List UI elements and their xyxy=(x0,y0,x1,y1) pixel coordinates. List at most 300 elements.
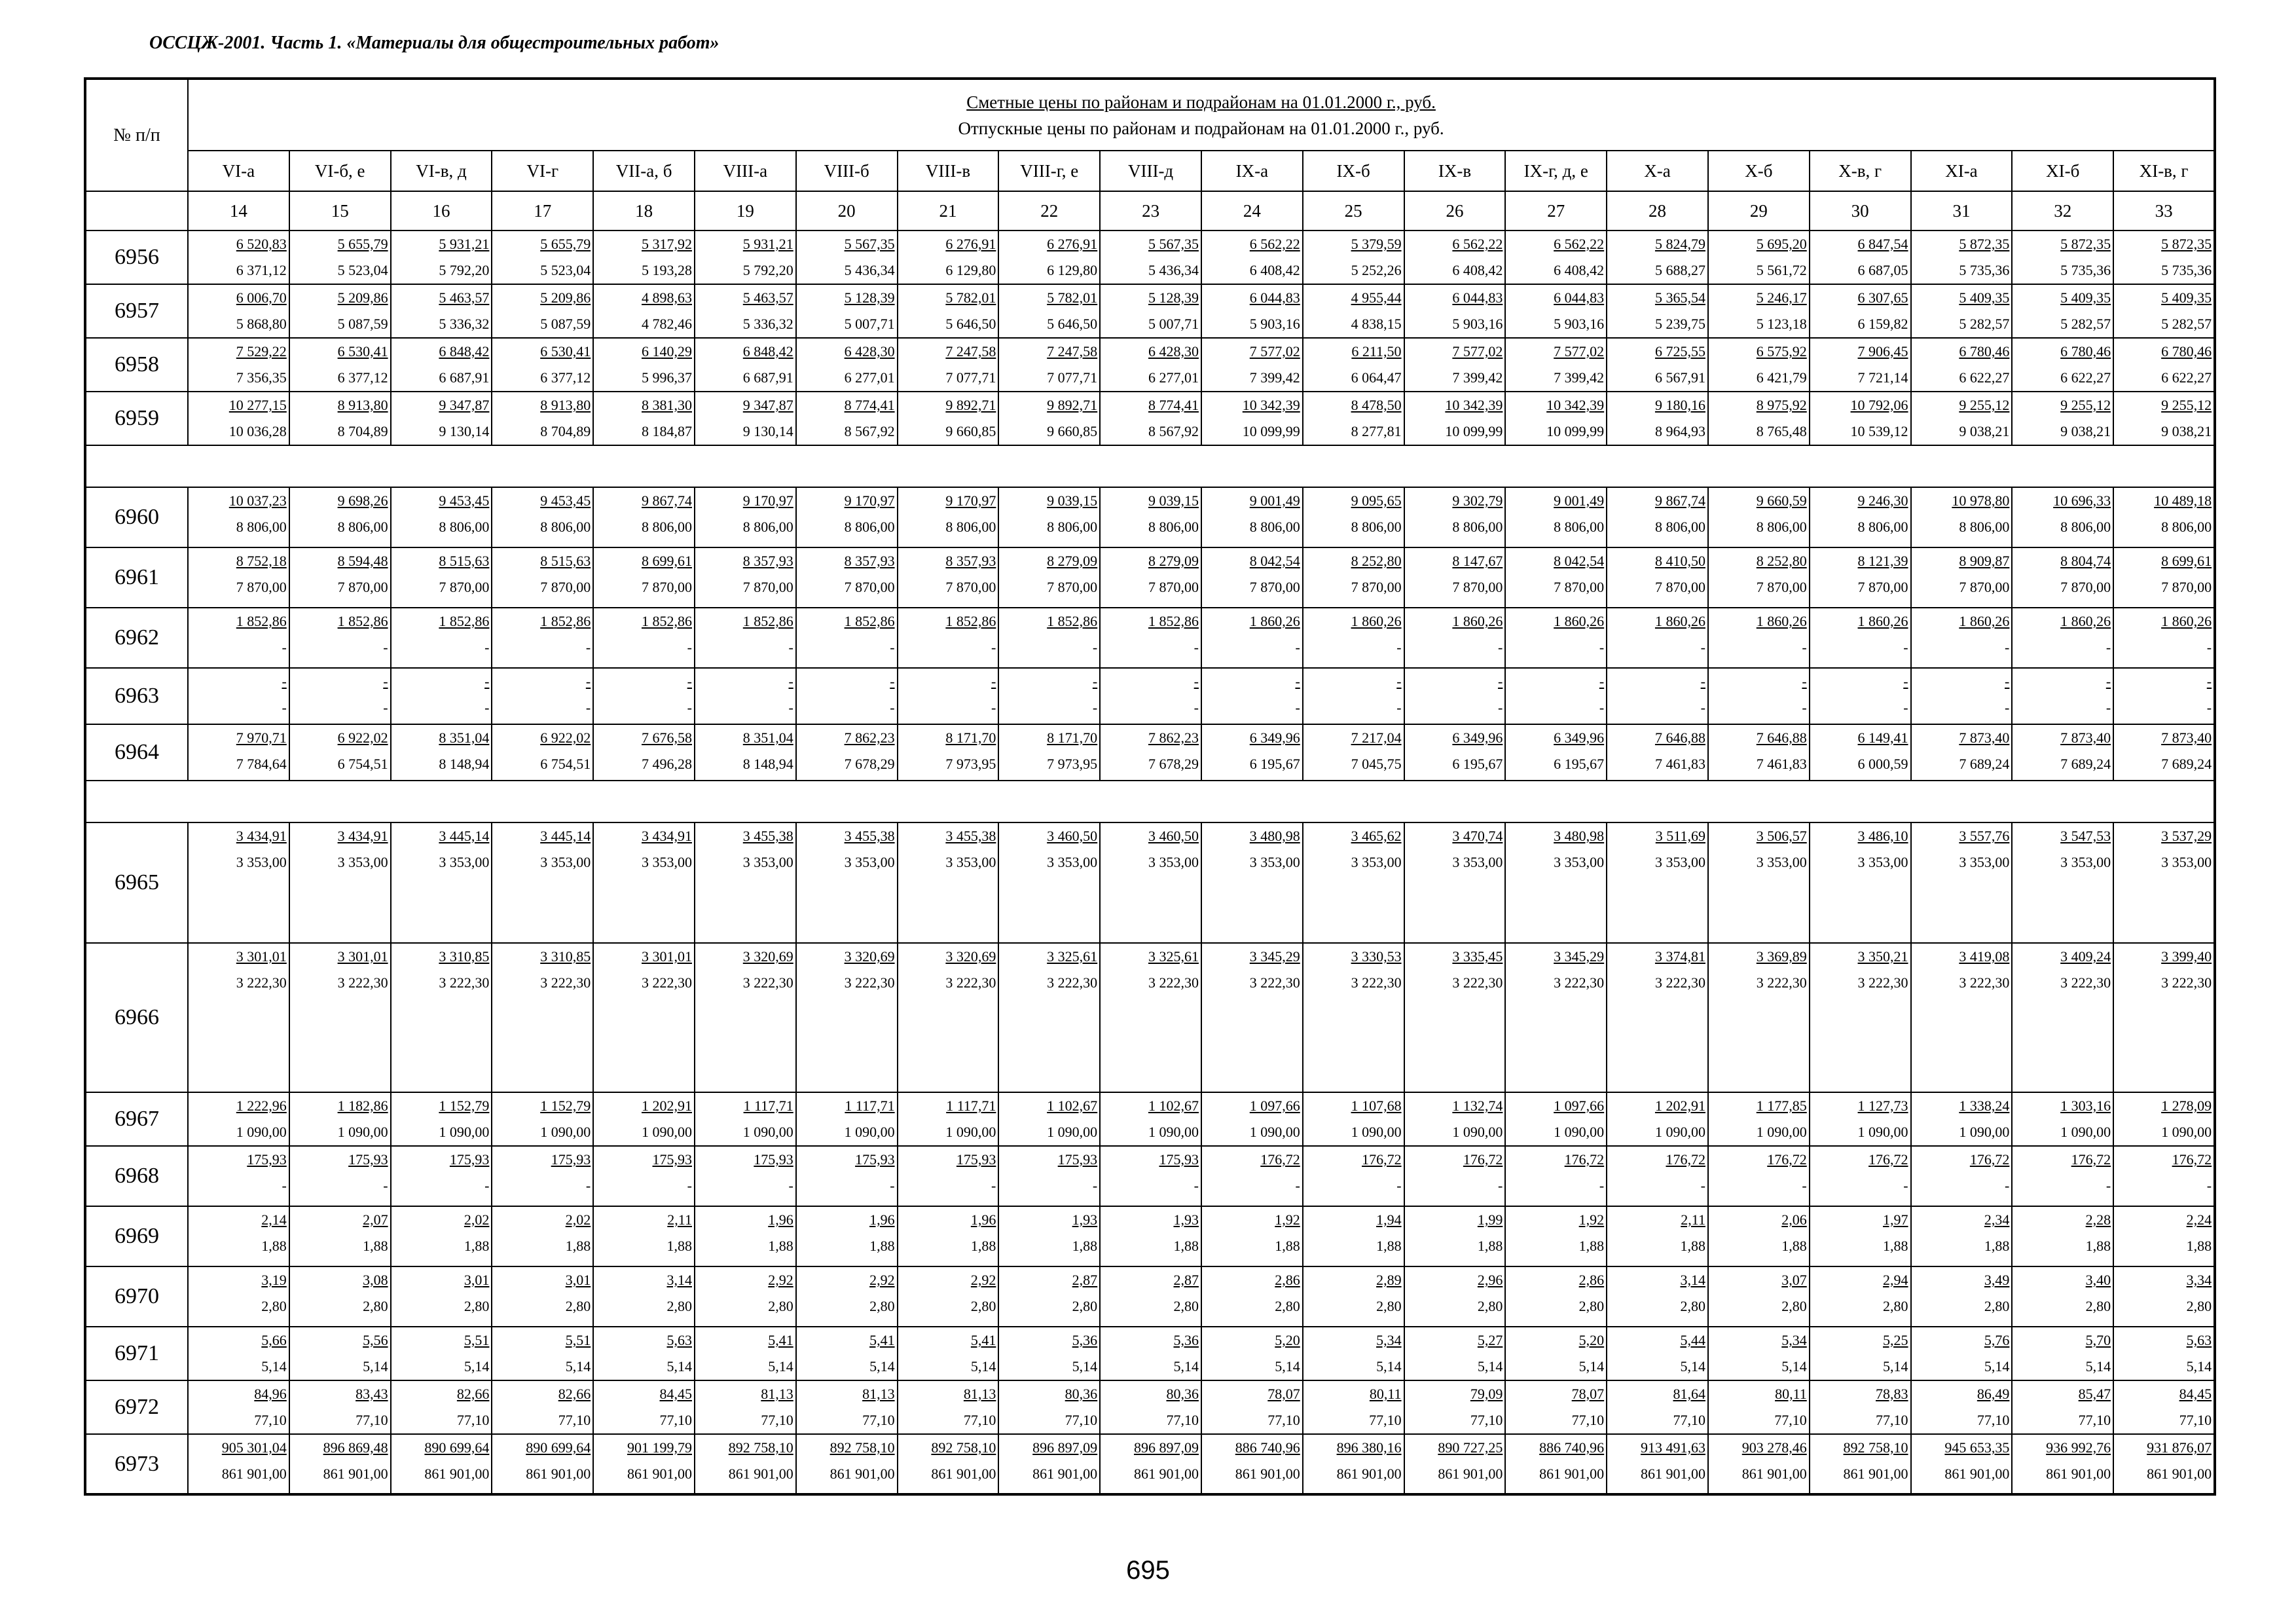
price-cell xyxy=(1505,284,1607,338)
price-cell xyxy=(492,392,593,445)
release-price: 5,14 xyxy=(1883,1358,1908,1375)
estimated-price: 3,01 xyxy=(464,1272,490,1288)
release-price: 861 901,00 xyxy=(1133,1466,1199,1482)
price-cell xyxy=(391,487,492,547)
price-cell xyxy=(1810,338,1911,392)
price-cell xyxy=(695,1266,796,1327)
price-cell xyxy=(188,1266,289,1327)
estimated-price: 10 277,15 xyxy=(228,397,287,413)
estimated-price: 3,19 xyxy=(261,1272,287,1288)
estimated-price: 8 913,80 xyxy=(540,397,591,413)
estimated-price: 8 171,70 xyxy=(1047,729,1098,746)
estimated-price: 945 653,35 xyxy=(1944,1439,2010,1456)
estimated-price: 5 209,86 xyxy=(540,289,591,306)
release-price: 77,10 xyxy=(1267,1412,1300,1428)
release-price: - xyxy=(2206,699,2212,716)
estimated-price: 3,07 xyxy=(1781,1272,1807,1288)
price-cell xyxy=(1505,724,1607,781)
release-price: 8 148,94 xyxy=(439,756,490,772)
estimated-price: 175,93 xyxy=(855,1151,895,1168)
release-price: 861 901,00 xyxy=(627,1466,692,1482)
release-price: 1 090,00 xyxy=(1351,1124,1402,1140)
price-cell xyxy=(1708,1206,1810,1266)
estimated-price: 1 852,86 xyxy=(337,613,388,629)
price-cell xyxy=(1505,1206,1607,1266)
estimated-price: 896 897,09 xyxy=(1032,1439,1098,1456)
price-cell xyxy=(1708,608,1810,668)
estimated-price: 5,20 xyxy=(1578,1332,1605,1348)
release-price: - xyxy=(1396,639,1402,655)
estimated-price: 7 676,58 xyxy=(641,729,692,746)
price-cell xyxy=(695,1146,796,1206)
price-cell xyxy=(796,943,898,1092)
estimated-price: 2,24 xyxy=(2186,1211,2212,1228)
estimated-price: 5 246,17 xyxy=(1756,289,1807,306)
price-cell xyxy=(1810,1327,1911,1380)
price-table xyxy=(84,77,2216,1496)
release-price: 1 090,00 xyxy=(1452,1124,1503,1140)
region-header: VI-г xyxy=(492,151,593,191)
price-cell xyxy=(1607,547,1708,608)
release-price: - xyxy=(1802,1177,1807,1194)
region-header: X-в, г xyxy=(1810,151,1911,191)
estimated-price: 6 520,83 xyxy=(236,236,287,252)
row-number: 6967 xyxy=(85,1092,188,1146)
release-price: 7 870,00 xyxy=(2060,579,2111,595)
estimated-price: 9 347,87 xyxy=(742,397,793,413)
release-price: 1 090,00 xyxy=(1047,1124,1098,1140)
estimated-price: 3 465,62 xyxy=(1351,828,1402,844)
table-row xyxy=(85,547,2215,608)
price-cell xyxy=(289,1146,391,1206)
release-price: 2,80 xyxy=(1173,1298,1199,1314)
estimated-price: 6 725,55 xyxy=(1654,343,1705,360)
release-price: 861 901,00 xyxy=(424,1466,490,1482)
estimated-price: 3 301,01 xyxy=(641,948,692,965)
estimated-price: 8 042,54 xyxy=(1249,553,1300,569)
estimated-price: 8 594,48 xyxy=(337,553,388,569)
price-cell xyxy=(1505,547,1607,608)
estimated-price: 5 782,01 xyxy=(945,289,996,306)
release-price: 5 252,26 xyxy=(1351,262,1402,278)
estimated-price: 8 121,39 xyxy=(1857,553,1908,569)
price-cell xyxy=(492,668,593,724)
column-number: 21 xyxy=(898,191,999,231)
price-cell xyxy=(391,1206,492,1266)
price-cell xyxy=(1505,1434,1607,1494)
price-cell xyxy=(2113,1146,2215,1206)
release-price: 4 838,15 xyxy=(1351,316,1402,332)
price-cell xyxy=(898,1092,999,1146)
release-price: 5 087,59 xyxy=(337,316,388,332)
estimated-price: 176,72 xyxy=(1969,1151,2010,1168)
price-cell xyxy=(1708,231,1810,284)
price-cell xyxy=(1708,724,1810,781)
release-price: - xyxy=(1802,639,1807,655)
table-title xyxy=(188,79,2215,151)
release-price: 8 806,00 xyxy=(1654,519,1705,535)
price-cell xyxy=(1607,1266,1708,1327)
price-cell xyxy=(1607,943,1708,1092)
release-price: 3 222,30 xyxy=(742,974,793,991)
release-price: 5,14 xyxy=(363,1358,388,1375)
estimated-price: 78,07 xyxy=(1267,1386,1300,1402)
release-price: 8 765,48 xyxy=(1756,423,1807,439)
table-row xyxy=(85,724,2215,781)
release-price: 1 090,00 xyxy=(236,1124,287,1140)
release-price: 5,14 xyxy=(1680,1358,1705,1375)
release-price: 8 806,00 xyxy=(1249,519,1300,535)
estimated-price: 5 824,79 xyxy=(1654,236,1705,252)
estimated-price: 5 128,39 xyxy=(1148,289,1199,306)
price-cell xyxy=(289,1327,391,1380)
estimated-price: 2,07 xyxy=(363,1211,388,1228)
estimated-price: - xyxy=(687,673,692,690)
price-cell xyxy=(1708,1327,1810,1380)
table-row xyxy=(85,668,2215,724)
release-price: 7 870,00 xyxy=(1047,579,1098,595)
estimated-price: 8 913,80 xyxy=(337,397,388,413)
release-price: 8 806,00 xyxy=(1148,519,1199,535)
release-price: 3 222,30 xyxy=(945,974,996,991)
price-cell xyxy=(188,284,289,338)
release-price: 5,14 xyxy=(869,1358,895,1375)
price-cell xyxy=(492,487,593,547)
price-cell xyxy=(2113,822,2215,943)
estimated-price: 175,93 xyxy=(956,1151,996,1168)
price-cell xyxy=(1100,1146,1201,1206)
price-cell xyxy=(492,1266,593,1327)
release-price: 7 689,24 xyxy=(2060,756,2111,772)
price-cell xyxy=(2113,1092,2215,1146)
row-number: 6961 xyxy=(85,547,188,608)
release-price: 8 806,00 xyxy=(742,519,793,535)
price-cell xyxy=(2113,1206,2215,1266)
release-price: 6 622,27 xyxy=(2060,369,2111,386)
price-cell xyxy=(188,231,289,284)
estimated-price: 1 860,26 xyxy=(1452,613,1503,629)
estimated-price: 3,08 xyxy=(363,1272,388,1288)
release-price: 7 870,00 xyxy=(1756,579,1807,595)
price-cell xyxy=(998,338,1100,392)
estimated-price: 5,44 xyxy=(1680,1332,1705,1348)
release-price: 6 000,59 xyxy=(1857,756,1908,772)
estimated-price: 6 562,22 xyxy=(1554,236,1605,252)
release-price: 77,10 xyxy=(1673,1412,1705,1428)
release-price: - xyxy=(1092,699,1098,716)
release-price: 6 195,67 xyxy=(1249,756,1300,772)
price-cell xyxy=(1100,608,1201,668)
estimated-price: 2,92 xyxy=(970,1272,996,1288)
price-cell xyxy=(998,487,1100,547)
estimated-price: 5 567,35 xyxy=(844,236,895,252)
estimated-price: 5,36 xyxy=(1173,1332,1199,1348)
release-price: 7 399,42 xyxy=(1554,369,1605,386)
estimated-price: 2,28 xyxy=(2085,1211,2111,1228)
release-price: - xyxy=(1194,699,1199,716)
price-cell xyxy=(1201,724,1303,781)
estimated-price: 3 369,89 xyxy=(1756,948,1807,965)
price-cell xyxy=(695,392,796,445)
release-price: 861 901,00 xyxy=(221,1466,287,1482)
release-price: - xyxy=(585,639,591,655)
release-price: 5 735,36 xyxy=(1959,262,2010,278)
release-price: 2,80 xyxy=(1883,1298,1908,1314)
price-cell xyxy=(188,487,289,547)
estimated-price: - xyxy=(890,673,895,690)
estimated-price: 1 860,26 xyxy=(1351,613,1402,629)
price-cell xyxy=(1201,1266,1303,1327)
estimated-price: 84,45 xyxy=(2179,1386,2212,1402)
price-cell xyxy=(593,1327,695,1380)
price-cell xyxy=(998,392,1100,445)
release-price: 7 678,29 xyxy=(844,756,895,772)
estimated-price: 8 515,63 xyxy=(439,553,490,569)
column-number-blank xyxy=(85,191,188,231)
release-price: 1 090,00 xyxy=(641,1124,692,1140)
release-price: 2,80 xyxy=(2085,1298,2111,1314)
price-cell xyxy=(1708,1434,1810,1494)
price-cell xyxy=(796,547,898,608)
price-cell xyxy=(289,822,391,943)
estimated-price: 3 320,69 xyxy=(742,948,793,965)
estimated-price: 9 453,45 xyxy=(439,492,490,509)
estimated-price: 176,72 xyxy=(2172,1151,2212,1168)
estimated-price: 8 279,09 xyxy=(1047,553,1098,569)
release-price: 10 099,99 xyxy=(1242,423,1300,439)
price-cell xyxy=(1911,231,2013,284)
estimated-price: 1 852,86 xyxy=(1148,613,1199,629)
release-price: 8 806,00 xyxy=(2060,519,2111,535)
table-row xyxy=(85,487,2215,547)
release-price: 2,80 xyxy=(869,1298,895,1314)
estimated-price: 3 350,21 xyxy=(1857,948,1908,965)
release-price: - xyxy=(1903,1177,1908,1194)
column-number: 17 xyxy=(492,191,593,231)
release-price: 6 277,01 xyxy=(844,369,895,386)
price-cell xyxy=(1911,1092,2013,1146)
release-price: 5 336,32 xyxy=(439,316,490,332)
release-price: 77,10 xyxy=(963,1412,996,1428)
estimated-price: 3 434,91 xyxy=(641,828,692,844)
release-price: 7 077,71 xyxy=(945,369,996,386)
estimated-price: 176,72 xyxy=(1564,1151,1605,1168)
price-cell xyxy=(695,487,796,547)
price-cell xyxy=(1911,822,2013,943)
price-cell xyxy=(1201,608,1303,668)
price-cell xyxy=(492,943,593,1092)
release-price: 77,10 xyxy=(1876,1412,1908,1428)
estimated-price: 6 276,91 xyxy=(945,236,996,252)
release-price: 861 901,00 xyxy=(1438,1466,1503,1482)
estimated-price: 3 445,14 xyxy=(439,828,490,844)
release-price: 2,80 xyxy=(1072,1298,1098,1314)
release-price: 5,14 xyxy=(970,1358,996,1375)
estimated-price: 8 147,67 xyxy=(1452,553,1503,569)
release-price: 861 901,00 xyxy=(728,1466,793,1482)
estimated-price: 2,02 xyxy=(565,1211,591,1228)
release-price: 3 353,00 xyxy=(1148,854,1199,870)
release-price: 2,80 xyxy=(464,1298,490,1314)
estimated-price: 892 758,10 xyxy=(728,1439,793,1456)
price-cell xyxy=(2012,1146,2113,1206)
release-price: 6 754,51 xyxy=(540,756,591,772)
price-cell xyxy=(188,822,289,943)
price-cell xyxy=(796,1206,898,1266)
table-row xyxy=(85,392,2215,445)
price-cell xyxy=(1201,284,1303,338)
estimated-price: - xyxy=(484,673,490,690)
price-cell xyxy=(492,608,593,668)
column-number-row xyxy=(85,191,2215,231)
estimated-price: 176,72 xyxy=(1666,1151,1705,1168)
price-cell xyxy=(2012,547,2113,608)
estimated-price: 2,87 xyxy=(1173,1272,1199,1288)
estimated-price: - xyxy=(1194,673,1199,690)
estimated-price: 1 202,91 xyxy=(1654,1098,1705,1114)
estimated-price: 1,92 xyxy=(1275,1211,1300,1228)
price-cell xyxy=(1607,1434,1708,1494)
release-price: - xyxy=(1700,639,1705,655)
price-cell xyxy=(1708,1146,1810,1206)
release-price: 8 184,87 xyxy=(641,423,692,439)
price-cell xyxy=(2113,1380,2215,1434)
estimated-price: 80,11 xyxy=(1369,1386,1402,1402)
price-cell xyxy=(796,392,898,445)
price-cell xyxy=(2012,1266,2113,1327)
price-cell xyxy=(2012,392,2113,445)
price-cell xyxy=(1708,1266,1810,1327)
estimated-price: 1 177,85 xyxy=(1756,1098,1807,1114)
estimated-price: 3 419,08 xyxy=(1959,948,2010,965)
price-cell xyxy=(1810,1266,1911,1327)
price-cell xyxy=(898,1206,999,1266)
estimated-price: 886 740,96 xyxy=(1539,1439,1605,1456)
release-price: 6 129,80 xyxy=(1047,262,1098,278)
estimated-price: 9 892,71 xyxy=(1047,397,1098,413)
column-number: 33 xyxy=(2113,191,2215,231)
estimated-price: 8 975,92 xyxy=(1756,397,1807,413)
release-price: 3 222,30 xyxy=(844,974,895,991)
estimated-price: 10 342,39 xyxy=(1546,397,1605,413)
price-cell xyxy=(2012,724,2113,781)
release-price: - xyxy=(687,639,692,655)
row-number: 6971 xyxy=(85,1327,188,1380)
price-cell xyxy=(593,724,695,781)
release-price: 3 353,00 xyxy=(945,854,996,870)
region-header: VI-б, е xyxy=(289,151,391,191)
estimated-price: 9 255,12 xyxy=(2161,397,2212,413)
price-cell xyxy=(695,1092,796,1146)
release-price: 7 870,00 xyxy=(540,579,591,595)
release-price: 7 973,95 xyxy=(1047,756,1098,772)
estimated-price: 3,40 xyxy=(2085,1272,2111,1288)
price-cell xyxy=(1303,487,1404,547)
release-price: 8 806,00 xyxy=(844,519,895,535)
release-price: 3 222,30 xyxy=(1959,974,2010,991)
price-cell xyxy=(1201,1146,1303,1206)
release-price: 2,80 xyxy=(1984,1298,2010,1314)
estimated-price: 5,51 xyxy=(464,1332,490,1348)
release-price: 10 099,99 xyxy=(1546,423,1605,439)
price-cell xyxy=(1404,1327,1506,1380)
price-cell xyxy=(998,1327,1100,1380)
release-price: 7 870,00 xyxy=(1452,579,1503,595)
release-price: 5 336,32 xyxy=(742,316,793,332)
estimated-price: 1,94 xyxy=(1376,1211,1402,1228)
release-price: 7 870,00 xyxy=(439,579,490,595)
column-number: 28 xyxy=(1607,191,1708,231)
price-cell xyxy=(2113,1266,2215,1327)
price-cell xyxy=(188,668,289,724)
price-cell xyxy=(289,487,391,547)
estimated-price: 5 365,54 xyxy=(1654,289,1705,306)
price-cell xyxy=(593,1206,695,1266)
price-cell xyxy=(593,392,695,445)
estimated-price: 7 873,40 xyxy=(2161,729,2212,746)
estimated-price: 8 357,93 xyxy=(945,553,996,569)
price-cell xyxy=(1607,487,1708,547)
release-price: 1 090,00 xyxy=(1857,1124,1908,1140)
release-price: 10 036,28 xyxy=(228,423,287,439)
price-cell xyxy=(1303,392,1404,445)
estimated-price: 7 577,02 xyxy=(1249,343,1300,360)
release-price: 8 806,00 xyxy=(439,519,490,535)
price-cell xyxy=(695,547,796,608)
price-cell xyxy=(1303,724,1404,781)
estimated-price: 1 852,86 xyxy=(1047,613,1098,629)
estimated-price: 5,66 xyxy=(261,1332,287,1348)
price-cell xyxy=(289,943,391,1092)
price-cell xyxy=(998,1434,1100,1494)
price-cell xyxy=(2113,1327,2215,1380)
price-cell xyxy=(1607,1327,1708,1380)
estimated-price: 886 740,96 xyxy=(1235,1439,1300,1456)
estimated-price: 8 171,70 xyxy=(945,729,996,746)
release-price: 7 721,14 xyxy=(1857,369,1908,386)
price-cell xyxy=(1404,1434,1506,1494)
release-price: 5,14 xyxy=(666,1358,692,1375)
estimated-price: 6 780,46 xyxy=(2060,343,2111,360)
release-price: 8 806,00 xyxy=(1857,519,1908,535)
release-price: - xyxy=(383,639,388,655)
estimated-price: - xyxy=(383,673,388,690)
estimated-price: 6 349,96 xyxy=(1554,729,1605,746)
estimated-price: 1 852,86 xyxy=(945,613,996,629)
release-price: 5,14 xyxy=(1477,1358,1503,1375)
estimated-price: 892 758,10 xyxy=(1843,1439,1908,1456)
price-cell xyxy=(1303,668,1404,724)
estimated-price: 7 217,04 xyxy=(1351,729,1402,746)
release-price: 6 129,80 xyxy=(945,262,996,278)
price-cell xyxy=(998,284,1100,338)
estimated-price: 79,09 xyxy=(1470,1386,1503,1402)
release-price: 5 436,34 xyxy=(844,262,895,278)
estimated-price: 9 867,74 xyxy=(1654,492,1705,509)
row-number: 6972 xyxy=(85,1380,188,1434)
price-cell xyxy=(289,608,391,668)
release-price: 5,14 xyxy=(2186,1358,2212,1375)
price-cell xyxy=(1505,1380,1607,1434)
estimated-price: 5 695,20 xyxy=(1756,236,1807,252)
price-cell xyxy=(1708,392,1810,445)
estimated-price: 1 860,26 xyxy=(1554,613,1605,629)
release-price: 1 090,00 xyxy=(844,1124,895,1140)
price-cell xyxy=(492,231,593,284)
price-cell xyxy=(1303,1434,1404,1494)
release-price: 8 704,89 xyxy=(540,423,591,439)
price-cell xyxy=(1303,231,1404,284)
